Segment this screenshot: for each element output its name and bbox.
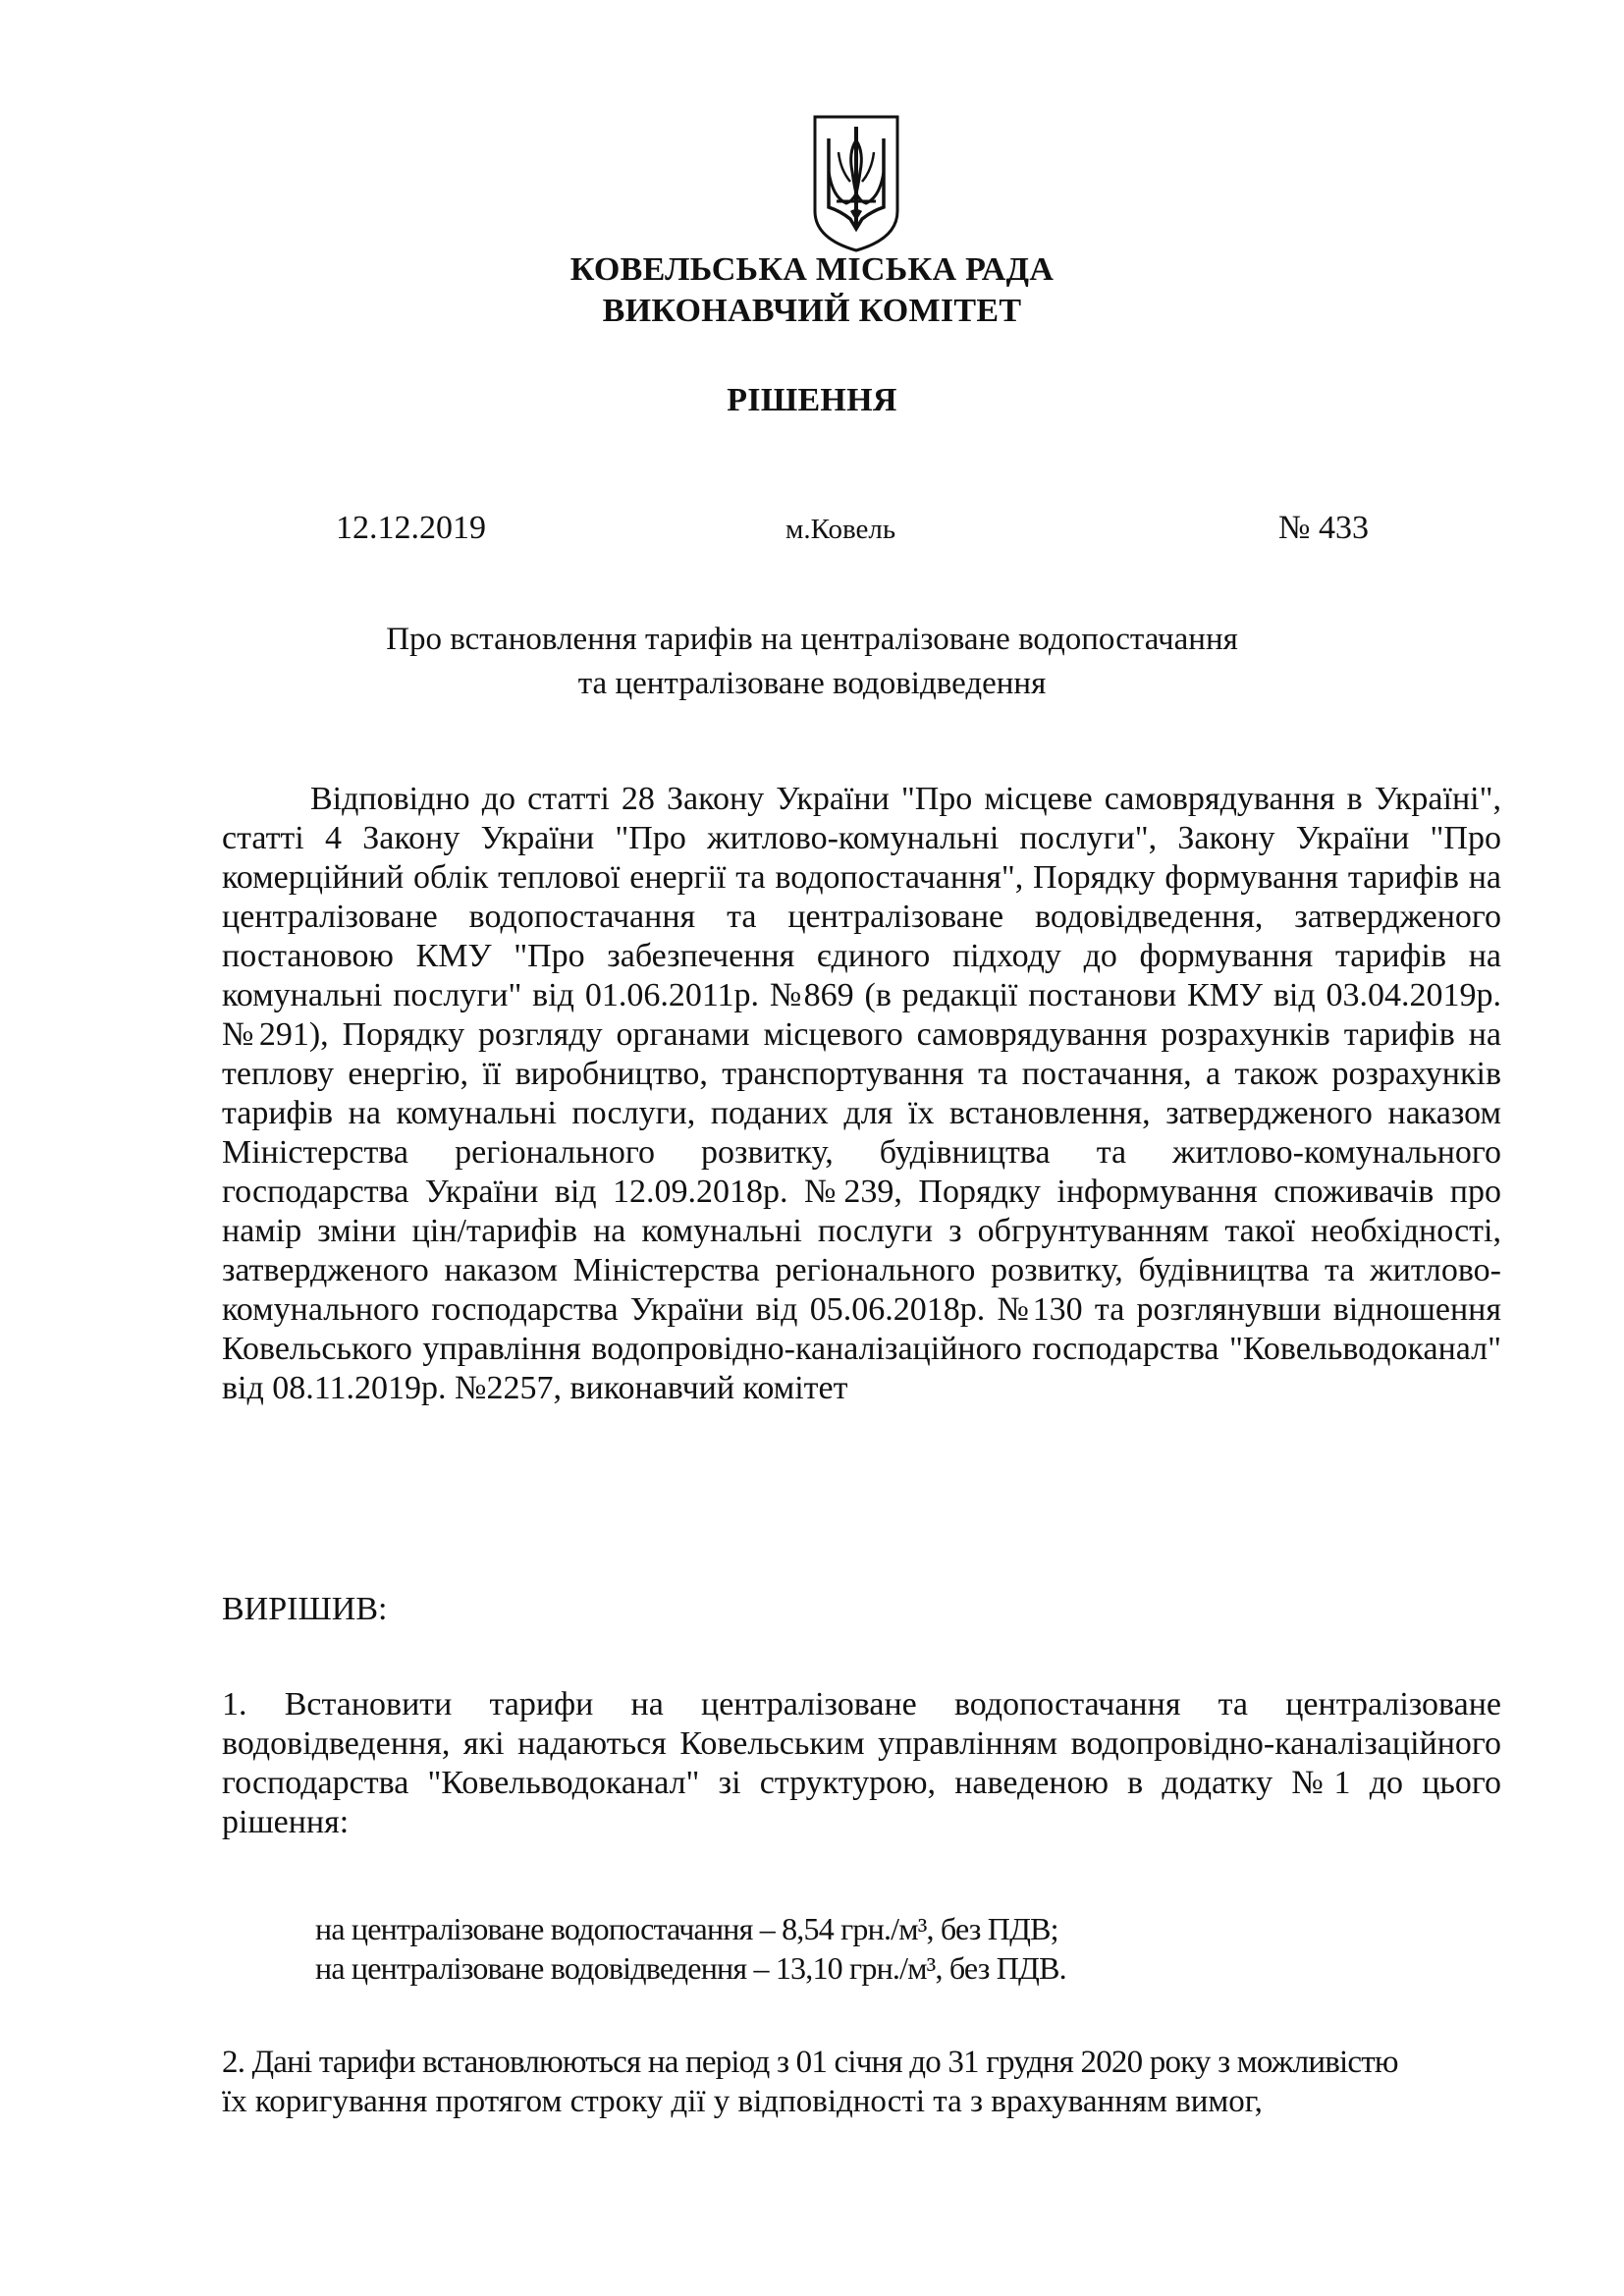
preamble-paragraph: Відповідно до статті 28 Закону України "Про місцеве самоврядування в Україні", статті 4 Закону України "Про житлово-комунальні послуги", Закону України "Про комерційний облік теплової енергії та водопостачання", Порядку формування тарифів на централізоване водопостачання та централізоване водовідведення, затвердженого постановою КМУ "Про забезпечення єдиного підходу до формування тарифів на комунальні послуги" від 01.06.2011р. №869 (в редакції постанови КМУ від 03.04.2019р. №291), Порядку розгляду органами місцевого самоврядування розрахунків тарифів на теплову енергію, її виробництво, транспортування та постачання, а також розрахунків тарифів на комунальні послуги, поданих для їх встановлення, затвердженого наказом Міністерства регіонального розвитку, будівництва та житлово-комунального господарства України від 12.09.2018р. №239, Порядку інформування споживачів про намір зміни цін/тарифів на комунальні послуги з обгрунтуванням такої необхідності, затвердженого наказом Міністерства регіонального розвитку, будівництва та житлово-комунального господарства України від 05.06.2018р. №130 та розглянувши відношення Ковельського управління водопровідно-каналізаційного господарства "Ковельводоканал" від 08.11.2019р. №2257, виконавчий комітет — [222, 781, 1501, 1406]
trident-emblem-icon — [811, 113, 901, 253]
item-2-line-1: 2. Дані тарифи встановлюються на період з 01 січня до 31 грудня 2020 року з можливістю — [222, 2045, 1398, 2080]
item-2-line-2: їх коригування протягом строку дії у відповідності та з врахуванням вимог, — [222, 2084, 1263, 2119]
decision-city: м.Ковель — [785, 514, 896, 545]
council-name: КОВЕЛЬСЬКА МІСЬКА РАДА — [569, 251, 1055, 288]
document-type: РІШЕННЯ — [727, 382, 897, 418]
subject-line-2: та централізоване водовідведення — [577, 666, 1047, 701]
tariff-water-supply: на централізоване водопостачання – 8,54 грн./м³, без ПДВ; — [315, 1911, 1058, 1946]
decision-item-2 — [222, 2043, 1501, 2121]
decision-date: 12.12.2019 — [336, 510, 486, 546]
decision-item-1: 1. Встановити тарифи на централізоване водопостачання та централізоване водовідведення, які надаються Ковельським управлінням водопровідно-каналізаційного господарства "Ковельводоканал" зі структурою, наведеною в додатку №1 до цього рішення: — [222, 1686, 1501, 1840]
subject-line-1: Про встановлення тарифів на централізоване водопостачання — [386, 622, 1238, 657]
decision-number: № 433 — [1278, 510, 1369, 546]
committee-name: ВИКОНАВЧИЙ КОМІТЕТ — [602, 293, 1022, 329]
tariff-sewage: на централізоване водовідведення – 13,10 грн./м³, без ПДВ. — [315, 1950, 1066, 1986]
resolved-heading: ВИРІШИВ: — [222, 1591, 388, 1627]
decision-subject — [0, 618, 1624, 706]
